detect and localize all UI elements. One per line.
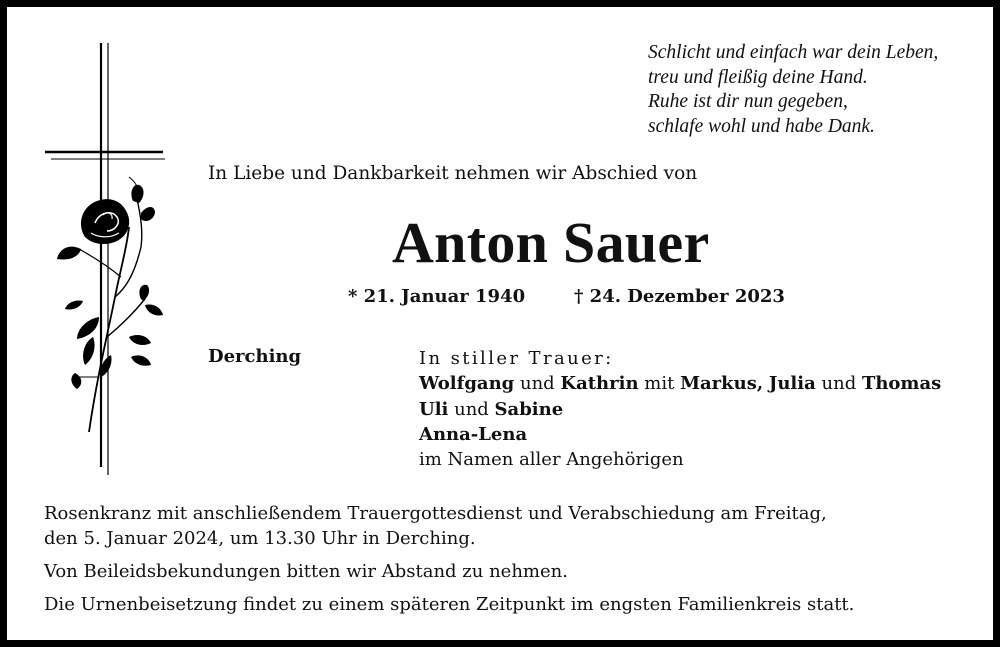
poem-line: treu und fleißig deine Hand. xyxy=(648,66,868,88)
poem-line: Schlicht und einfach war dein Leben, xyxy=(648,42,939,63)
intro-text: In Liebe und Dankbarkeit nehmen wir Abschied von xyxy=(208,163,698,184)
mourners-line xyxy=(419,397,989,422)
rose-icon xyxy=(57,177,163,432)
mourner-name: Anna-Lena xyxy=(419,423,528,445)
cross-icon xyxy=(37,37,177,477)
mourners-line xyxy=(419,371,989,396)
mourner-name: Thomas xyxy=(861,373,942,395)
poem-line: schlafe wohl und habe Dank. xyxy=(648,115,875,137)
place-name: Derching xyxy=(208,346,302,367)
poem xyxy=(648,41,988,139)
condolence-note: Von Beileidsbekundungen bitten wir Abstand zu nehmen. xyxy=(44,561,568,582)
mourner-name: Julia xyxy=(768,373,816,395)
mourners-block xyxy=(419,346,989,472)
deceased-name: Anton Sauer xyxy=(392,210,710,275)
mourner-name: Sabine xyxy=(494,398,564,420)
mourner-name: Kathrin xyxy=(560,373,639,395)
mourner-conjunction: und xyxy=(514,373,561,395)
mourners-line xyxy=(419,422,989,447)
service-line: Rosenkranz mit anschließendem Trauergottesdienst und Verabschiedung am Freitag, xyxy=(44,503,827,524)
poem-line: Ruhe ist dir nun gegeben, xyxy=(648,91,848,112)
service-info xyxy=(44,501,974,551)
mourner-conjunction: mit xyxy=(638,373,681,395)
mourner-name: Markus, xyxy=(680,373,764,395)
service-line: den 5. Januar 2024, um 13.30 Uhr in Derching. xyxy=(44,528,476,549)
death-date: † 24. Dezember 2023 xyxy=(574,286,785,307)
mourner-name: Wolfgang xyxy=(419,373,515,395)
mourner-conjunction: und xyxy=(448,398,495,420)
urn-note: Die Urnenbeisetzung findet zu einem späteren Zeitpunkt im engsten Familienkreis statt. xyxy=(44,594,855,615)
mourners-heading: In stiller Trauer: xyxy=(419,348,614,369)
mourner-conjunction: und xyxy=(815,373,862,395)
birth-date: * 21. Januar 1940 xyxy=(348,286,526,307)
mourner-name: Uli xyxy=(419,398,449,420)
notes-block xyxy=(44,501,974,625)
mourners-closing: im Namen aller Angehörigen xyxy=(419,449,684,471)
